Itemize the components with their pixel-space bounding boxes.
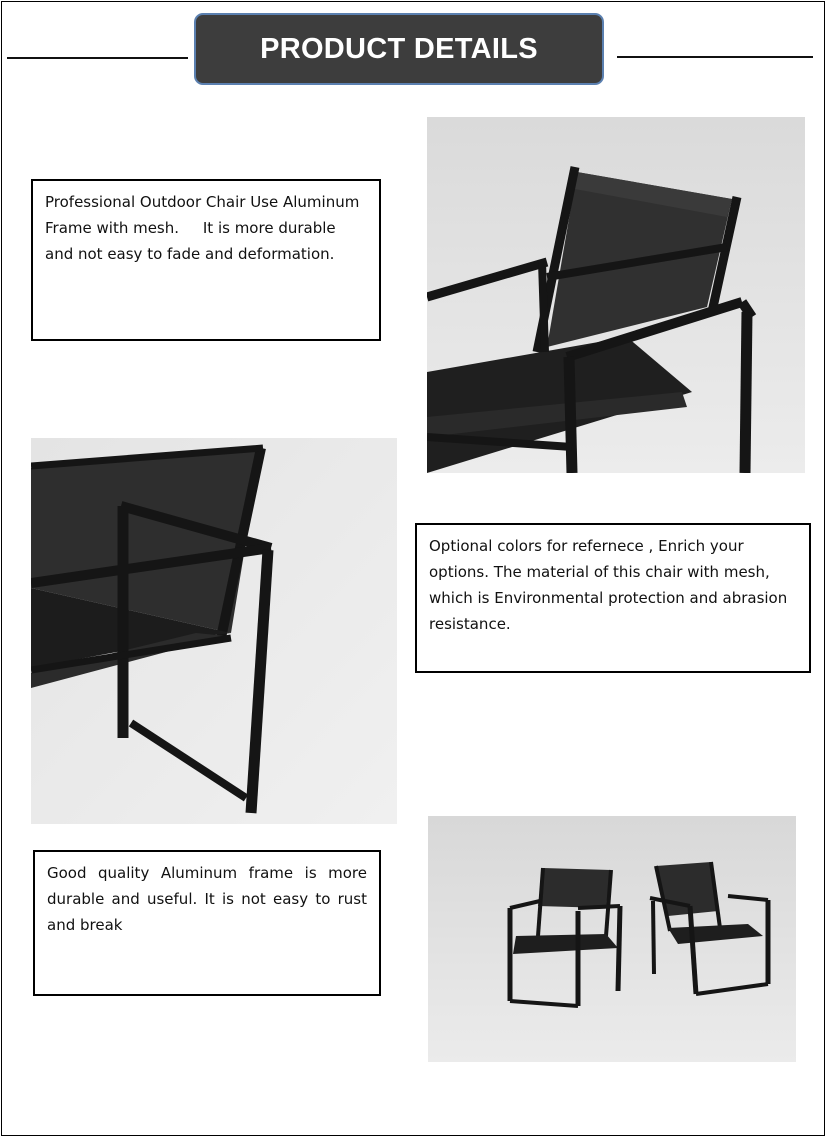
title-banner	[194, 13, 604, 85]
description-box-1	[31, 179, 381, 341]
chair-closeup-photo-icon	[31, 438, 397, 824]
header-rule-left	[7, 57, 188, 59]
chair-photo-2	[31, 438, 397, 824]
description-text-3: Good quality Aluminum frame is more durable and useful. It is not easy to rust and break	[47, 864, 367, 934]
description-box-3	[33, 850, 381, 996]
description-box-2	[415, 523, 811, 673]
description-text-1: Professional Outdoor Chair Use Aluminum Frame with mesh. It is more durable and not easy to fade and deformation.	[45, 193, 365, 263]
description-text-2: Optional colors for refernece , Enrich your options. The material of this chair with mesh, which is Environmental protection and abrasion resistance.	[429, 537, 788, 633]
header-rule-right	[617, 56, 813, 58]
page-title: PRODUCT DETAILS	[260, 32, 538, 65]
chair-photo-1	[427, 117, 805, 473]
chair-photo-3	[428, 816, 796, 1062]
chair-photo-icon	[427, 117, 805, 473]
two-chairs-photo-icon	[428, 816, 796, 1062]
